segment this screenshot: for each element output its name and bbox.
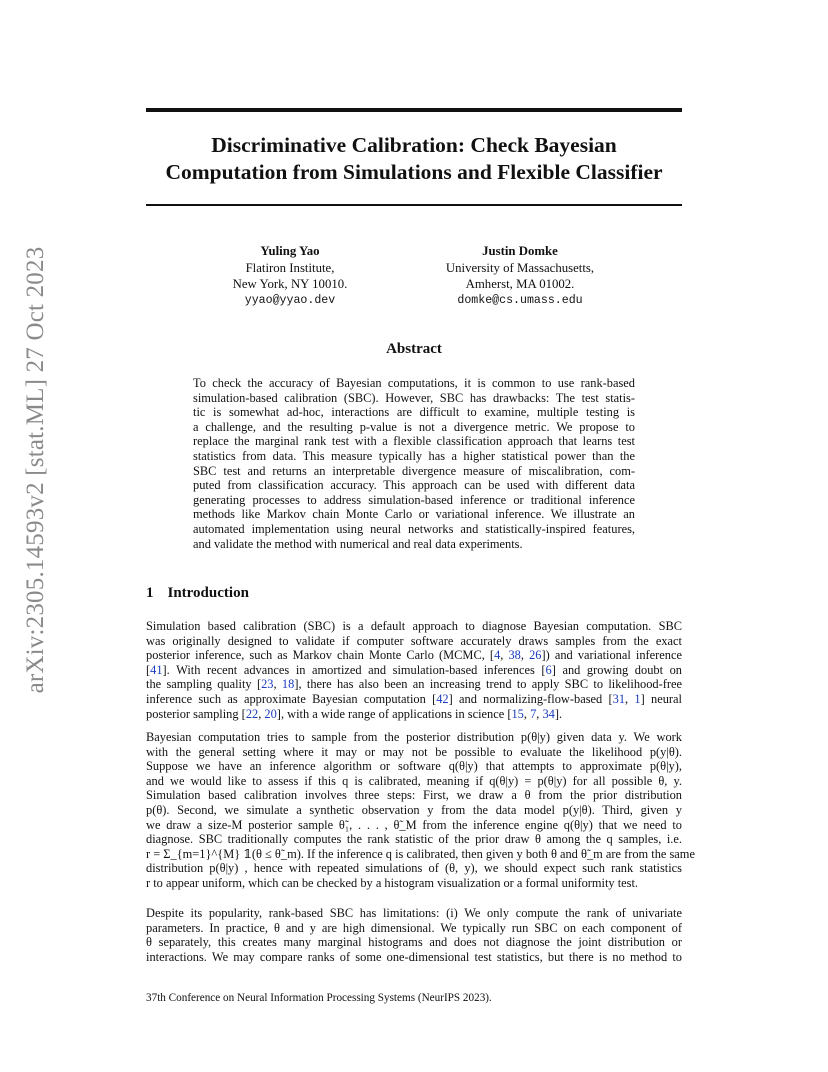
paragraph-line: and we would like to assess if this q is calibrated, meaning if q(θ|y) = p(θ|y) for all possible θ, y. <box>146 773 682 788</box>
paragraph-line: [41]. With recent advances in amortized and simulation-based inferences [6] and growing doubt on <box>146 662 682 677</box>
abstract-line: To check the accuracy of Bayesian computations, it is common to use rank-based <box>193 376 635 390</box>
paper-title <box>146 132 682 186</box>
section-heading-introduction <box>146 585 249 602</box>
paragraph-line: we draw a size-M posterior sample θ̃₁, . . . , θ̃_M from the inference engine q(θ|y) that we need to <box>146 817 682 832</box>
conference-footnote: 37th Conference on Neural Information Processing Systems (NeurIPS 2023). <box>146 992 492 1004</box>
paragraph-line: p(θ). Second, we simulate a synthetic observation y from the data model p(y|θ). Third, given y <box>146 802 682 817</box>
section-title: Introduction <box>167 585 249 601</box>
abstract-line: statistics from data. This measure typically has a higher statistical power than the <box>193 448 635 463</box>
intro-paragraph-1 <box>146 619 682 721</box>
abstract-heading: Abstract <box>386 341 442 357</box>
abstract-line: puted from classification accuracy. This approach can be used with different data <box>193 478 635 493</box>
citation-link[interactable]: 20 <box>264 706 277 721</box>
citation-link[interactable]: 7 <box>530 706 537 721</box>
citation-link[interactable]: 18 <box>281 677 295 692</box>
text-run: the sampling quality <box>146 677 257 692</box>
citation-link[interactable]: 41 <box>150 662 163 677</box>
paragraph-line: posterior sampling [22, 20], with a wide range of applications in science [15, 7, 34]. <box>146 706 563 721</box>
abstract-line: a challenge, and the resulting p-value is not a divergence metric. We propose to <box>193 419 635 434</box>
paragraph-line: r = Σ_{m=1}^{M} 𝟙(θ ≤ θ̃_m). If the inference q is calibrated, then given y both θ and θ̃_m are from the same <box>146 846 695 861</box>
paragraph-line: Despite its popularity, rank-based SBC has limitations: (i) We only compute the rank of univariate <box>146 906 682 920</box>
citation-link[interactable]: 42 <box>436 691 449 706</box>
text-run: inference such as approximate Bayesian computation <box>146 691 433 706</box>
author-address: Amherst, MA 01002. <box>465 277 575 291</box>
text-run: neural <box>644 691 682 706</box>
author-name: Yuling Yao <box>260 244 320 258</box>
author-email[interactable]: domke@cs.umass.edu <box>457 293 583 307</box>
paragraph-line: inference such as approximate Bayesian computation [42] and normalizing-flow-based [31, 1] neural <box>146 691 682 706</box>
paragraph-line: interactions. We may compare ranks of some one-dimensional test statistics, but there is no method to <box>146 949 682 964</box>
citation-link[interactable]: 31 <box>612 691 626 706</box>
abstract-line: replace the marginal rank test with a flexible classification approach that learns test <box>193 434 635 449</box>
paragraph-line: diagnose. SBC traditionally computes the rank statistic of the prior draw θ among the q samples, i.e. <box>146 832 682 847</box>
title-top-rule <box>146 108 682 112</box>
author-name: Justin Domke <box>482 244 558 258</box>
paragraph-line: Simulation based calibration (SBC) is a default approach to diagnose Bayesian computation. SBC <box>146 619 682 633</box>
paragraph-line: Suppose we have an inference algorithm or software q(θ|y) that attempts to approximate p(θ|y), <box>146 759 682 774</box>
section-number: 1 <box>146 585 154 601</box>
abstract-line: and validate the method with numerical and real data experiments. <box>193 536 523 551</box>
text-run: posterior inference, such as Markov chain Monte Carlo (MCMC, <box>146 648 490 663</box>
paragraph-line: posterior inference, such as Markov chain Monte Carlo (MCMC, [4, 38, 26]) and variational inference <box>146 648 682 663</box>
intro-paragraph-2 <box>146 730 695 891</box>
citation-link[interactable]: 15 <box>511 706 524 721</box>
title-line-1: Discriminative Calibration: Check Bayesian <box>211 133 617 157</box>
abstract-line: tic is somewhat ad-hoc, interactions are difficult to examine, multiple testing is <box>193 405 635 420</box>
text-run: , there has also been an increasing trend to apply SBC to likelihood-free <box>298 677 682 692</box>
citation-link[interactable]: 22 <box>245 706 259 721</box>
text-run: posterior sampling <box>146 706 242 721</box>
abstract-line: SBC test and returns an interpretable divergence measure of miscalibration, com- <box>193 463 635 478</box>
abstract-line: automated implementation using neural networks and statistically-inspired features, <box>193 521 635 536</box>
text-run: and growing doubt on <box>555 662 682 677</box>
citation-link[interactable]: 34 <box>542 706 555 721</box>
citation-link[interactable]: 4 <box>494 648 501 663</box>
author-address: New York, NY 10010. <box>232 277 348 291</box>
title-line-2: Computation from Simulations and Flexible Classifier <box>165 160 663 184</box>
author-email[interactable]: yyao@yyao.dev <box>244 293 336 307</box>
paragraph-line: Bayesian computation tries to sample from the posterior distribution p(θ|y) given data y. We work <box>146 730 682 744</box>
paragraph-line: the sampling quality [23, 18], there has also been an increasing trend to apply SBC to likelihood-free <box>146 677 682 692</box>
text-run: . <box>559 706 563 721</box>
intro-paragraph-3 <box>146 906 682 964</box>
citation-link[interactable]: 1 <box>634 691 641 706</box>
text-run: ) and variational inference <box>545 648 682 663</box>
abstract-line: generating processes to address simulation-based inference or traditional inference <box>193 492 635 507</box>
paragraph-line: distribution p(θ|y) , hence with repeated simulations of (θ, y), we should expect such rank statistics <box>146 861 682 876</box>
text-run: . With recent advances in amortized and simulation-based inferences <box>166 662 542 677</box>
abstract-line: simulation-based calibration (SBC). However, SBC has drawbacks: The test statis- <box>193 390 635 405</box>
text-run: and normalizing-flow-based <box>452 691 609 706</box>
abstract-body <box>193 376 635 551</box>
author-affiliation: University of Massachusetts, <box>445 260 595 275</box>
arxiv-stamp-text: arXiv:2305.14593v2 [stat.ML] 27 Oct 2023 <box>22 246 49 694</box>
paragraph-line: was originally designed to validate if computer software accurately draws samples from the exact <box>146 633 682 648</box>
citation-link[interactable]: 26 <box>529 648 542 663</box>
paragraph-line: θ separately, this creates many marginal histograms and does not diagnose the joint distribution or <box>146 935 682 950</box>
paragraph-line: parameters. In practice, θ and y are high dimensional. We typically run SBC on each component of <box>146 920 682 935</box>
paragraph-line: Simulation based calibration involves three steps: First, we draw a θ from the prior distribution <box>146 788 682 803</box>
author-block-2 <box>420 243 620 309</box>
author-block-1 <box>200 243 380 309</box>
text-run: , with a wide range of applications in science <box>280 706 508 721</box>
title-bottom-rule <box>146 204 682 206</box>
abstract-line: methods like Markov chain Monte Carlo or variational inference. We illustrate an <box>193 507 635 522</box>
paragraph-line: with the general setting where it may or may not be possible to evaluate the likelihood p(y|θ). <box>146 744 682 759</box>
citation-link[interactable]: 23 <box>261 677 274 692</box>
author-affiliation: Flatiron Institute, <box>245 260 335 275</box>
citation-link[interactable]: 38 <box>508 648 521 663</box>
citation-link[interactable]: 6 <box>545 662 552 677</box>
paragraph-line: r to appear uniform, which can be checked by a histogram visualization or a formal uniformity test. <box>146 875 639 890</box>
